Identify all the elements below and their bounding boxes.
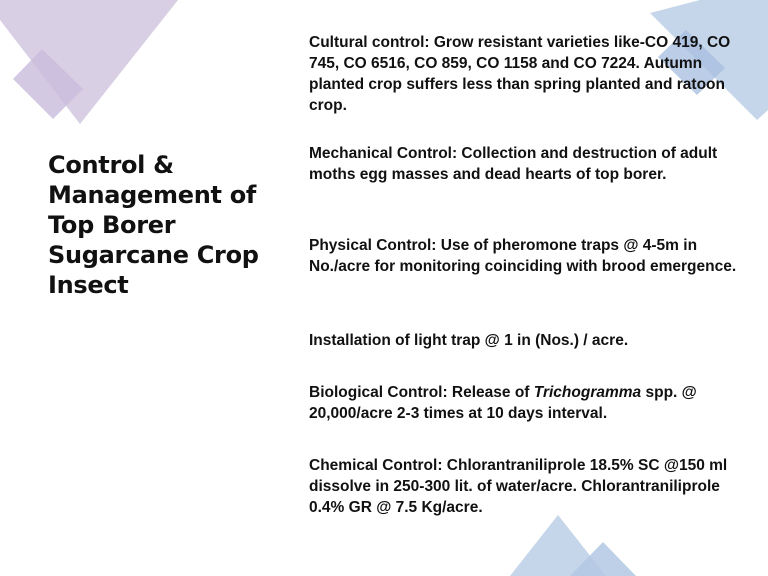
slide-title: Control & Management of Top Borer Sugarcane Crop Insect [48, 151, 259, 299]
light-trap-text: Installation of light trap @ 1 in (Nos.) / acre. [309, 332, 629, 349]
physical-control-text: Physical Control: Use of pheromone traps @ 4-5m in No./acre for monitoring coinciding with brood emergence. [309, 237, 737, 275]
mechanical-control-text: Mechanical Control: Collection and destruction of adult moths egg masses and dead hearts of top borer. [309, 145, 718, 183]
biological-control-suffix: spp. @ 20,000/acre 2-3 times at 10 days interval. [309, 384, 697, 422]
cultural-control-text: Cultural control: Grow resistant varieties like-CO 419, CO 745, CO 6516, CO 859, CO 1158 and CO 7224. Autumn planted crop suffers less than spring planted and ratoon crop. [309, 34, 731, 114]
trichogramma-italic: Trichogramma [533, 384, 642, 401]
biological-control-text [309, 382, 739, 424]
chemical-control-text: Chemical Control: Chlorantraniliprole 18.5% SC @150 ml dissolve in 250-300 lit. of water/acre. Chlorantraniliprole 0.4% GR @ 7.5 Kg/acre. [309, 457, 728, 516]
biological-control-prefix: Biological Control: Release of [309, 384, 534, 401]
purple-triangle-shape [0, 0, 178, 124]
